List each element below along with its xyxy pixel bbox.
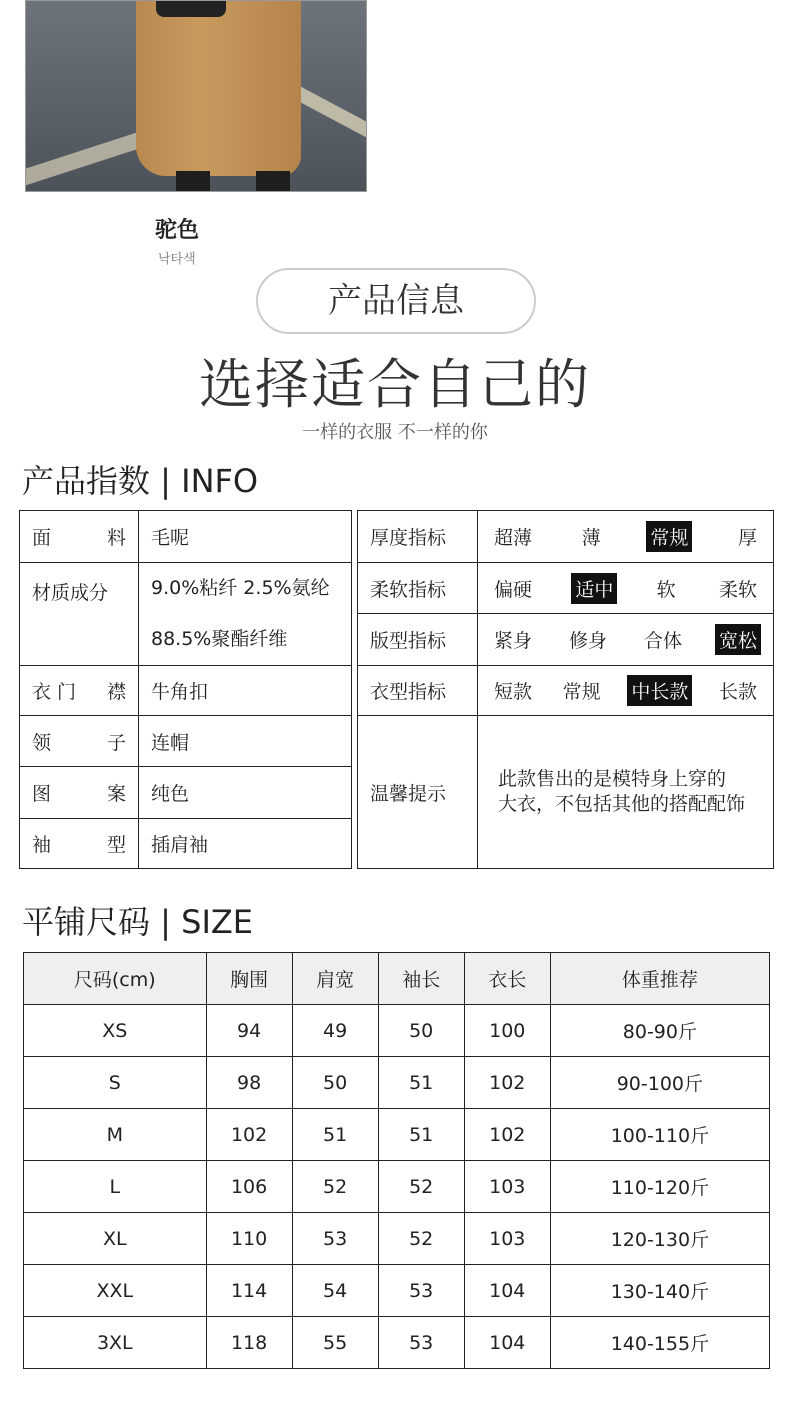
color-name-kr: 낙타색 [158, 252, 196, 267]
index-option: 厚 [737, 527, 757, 549]
table-row [24, 1005, 770, 1057]
index-option: 修身 [568, 630, 607, 652]
size-value-cell: 50 [378, 1005, 464, 1057]
index-option: 常规 [562, 681, 601, 703]
product-photo [25, 0, 367, 192]
size-value-cell: 53 [378, 1317, 464, 1369]
tip-key: 温馨提示 [358, 716, 478, 869]
table-row [24, 1317, 770, 1369]
attr-key: 领 子 [20, 716, 139, 767]
size-value-cell: 103 [464, 1161, 550, 1213]
color-name-cn: 驼色 [155, 218, 200, 243]
size-value-cell: 130-140斤 [550, 1265, 769, 1317]
column-header: 胸围 [206, 953, 292, 1005]
subline: 一样的衣服 不一样的你 [302, 422, 488, 443]
size-label-cell: 3XL [24, 1317, 207, 1369]
size-value-cell: 102 [464, 1057, 550, 1109]
attr-value: 插肩袖 [139, 819, 352, 869]
size-value-cell: 120-130斤 [550, 1213, 769, 1265]
size-label-cell: M [24, 1109, 207, 1161]
info-section-title: 产品指数 | INFO [22, 462, 259, 500]
index-option: 长款 [718, 681, 757, 703]
size-value-cell: 80-90斤 [550, 1005, 769, 1057]
product-attributes-table [19, 510, 352, 869]
size-value-cell: 100 [464, 1005, 550, 1057]
size-value-cell: 140-155斤 [550, 1317, 769, 1369]
attr-value: 牛角扣 [139, 666, 352, 716]
attr-value: 连帽 [139, 716, 352, 767]
table-row [358, 563, 774, 614]
column-header: 体重推荐 [550, 953, 769, 1005]
index-key: 柔软指标 [358, 563, 478, 614]
section-pill-product-info: 产品信息 [256, 268, 536, 334]
index-option: 宽松 [715, 624, 761, 655]
size-value-cell: 98 [206, 1057, 292, 1109]
size-table [23, 952, 770, 1369]
table-row [24, 1057, 770, 1109]
table-row [358, 666, 774, 716]
index-option: 适中 [571, 573, 617, 604]
index-option: 合体 [643, 630, 682, 652]
table-row [20, 716, 352, 767]
attr-key: 面 料 [20, 511, 139, 563]
table-row [20, 511, 352, 563]
size-value-cell: 55 [292, 1317, 378, 1369]
table-row [20, 767, 352, 819]
index-option: 偏硬 [494, 578, 533, 601]
index-options [478, 614, 774, 666]
size-value-cell: 110-120斤 [550, 1161, 769, 1213]
column-header: 尺码(cm) [24, 953, 207, 1005]
attr-key: 图 案 [20, 767, 139, 819]
table-row [358, 511, 774, 563]
size-value-cell: 54 [292, 1265, 378, 1317]
product-index-table [357, 510, 774, 869]
size-value-cell: 51 [378, 1057, 464, 1109]
handbag-image [156, 1, 226, 17]
size-label-cell: S [24, 1057, 207, 1109]
size-value-cell: 102 [206, 1109, 292, 1161]
size-section-title: 平铺尺码 | SIZE [22, 903, 254, 941]
index-option: 短款 [494, 681, 533, 703]
size-value-cell: 104 [464, 1317, 550, 1369]
size-value-cell: 94 [206, 1005, 292, 1057]
index-options [478, 511, 774, 563]
size-value-cell: 53 [292, 1213, 378, 1265]
table-row [24, 1265, 770, 1317]
model-legs [166, 171, 296, 192]
size-value-cell: 114 [206, 1265, 292, 1317]
size-value-cell: 52 [378, 1213, 464, 1265]
size-value-cell: 118 [206, 1317, 292, 1369]
index-option: 超薄 [494, 527, 533, 549]
index-option: 中长款 [627, 675, 692, 706]
size-label-cell: XL [24, 1213, 207, 1265]
size-value-cell: 52 [378, 1161, 464, 1213]
size-value-cell: 51 [292, 1109, 378, 1161]
table-row [24, 1109, 770, 1161]
size-value-cell: 103 [464, 1213, 550, 1265]
column-header: 袖长 [378, 953, 464, 1005]
index-option: 常规 [646, 521, 692, 552]
size-value-cell: 110 [206, 1213, 292, 1265]
tip-text: 此款售出的是模特身上穿的 大衣，不包括其他的搭配配饰 [478, 716, 774, 869]
size-value-cell: 50 [292, 1057, 378, 1109]
index-option: 紧身 [494, 630, 533, 652]
size-label-cell: XS [24, 1005, 207, 1057]
attr-value: 9.0%粘纤 2.5%氨纶 88.5%聚酯纤维 [139, 563, 352, 666]
index-key: 版型指标 [358, 614, 478, 666]
index-options [478, 563, 774, 614]
index-option: 软 [656, 578, 676, 601]
size-value-cell: 52 [292, 1161, 378, 1213]
attr-key: 袖 型 [20, 819, 139, 869]
size-label-cell: XXL [24, 1265, 207, 1317]
column-header: 衣长 [464, 953, 550, 1005]
table-row [24, 1161, 770, 1213]
table-row [24, 1213, 770, 1265]
size-value-cell: 49 [292, 1005, 378, 1057]
index-options [478, 666, 774, 716]
attr-key: 衣 门 襟 [20, 666, 139, 716]
headline: 选择适合自己的 [199, 353, 591, 416]
table-row [20, 819, 352, 869]
attr-value: 纯色 [139, 767, 352, 819]
table-row [358, 716, 774, 869]
size-value-cell: 90-100斤 [550, 1057, 769, 1109]
size-value-cell: 106 [206, 1161, 292, 1213]
size-value-cell: 102 [464, 1109, 550, 1161]
column-header: 肩宽 [292, 953, 378, 1005]
attr-value: 毛呢 [139, 511, 352, 563]
table-row [20, 563, 352, 666]
size-value-cell: 51 [378, 1109, 464, 1161]
index-key: 厚度指标 [358, 511, 478, 563]
camel-coat-image [136, 0, 301, 176]
size-value-cell: 104 [464, 1265, 550, 1317]
size-label-cell: L [24, 1161, 207, 1213]
table-row [358, 614, 774, 666]
attr-key: 材质成分 [20, 563, 139, 666]
table-row [20, 666, 352, 716]
table-header-row [24, 953, 770, 1005]
size-value-cell: 100-110斤 [550, 1109, 769, 1161]
size-value-cell: 53 [378, 1265, 464, 1317]
index-option: 薄 [581, 527, 601, 549]
index-option: 柔软 [718, 578, 757, 601]
index-key: 衣型指标 [358, 666, 478, 716]
